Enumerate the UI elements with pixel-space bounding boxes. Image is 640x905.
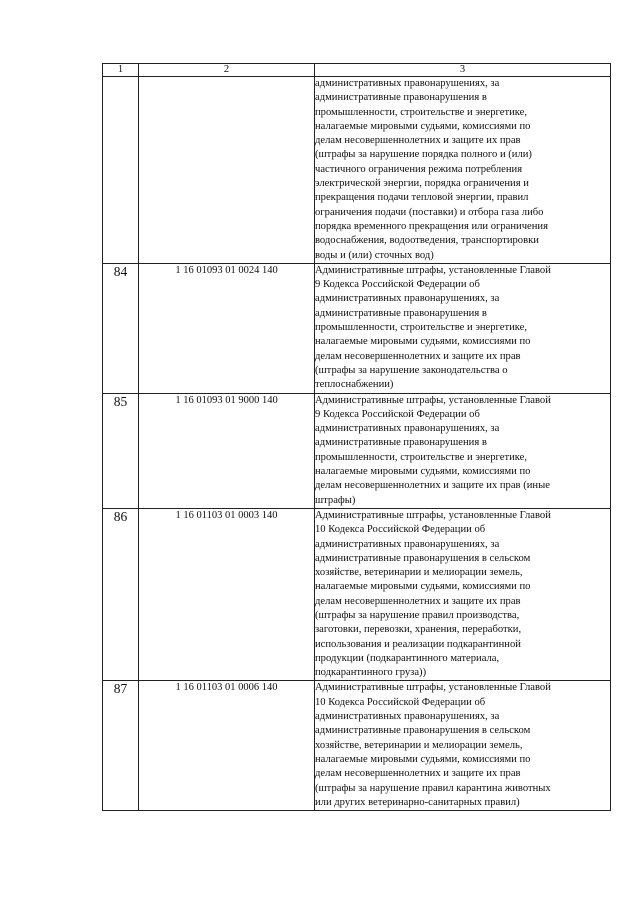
header-col-code: 2 <box>139 64 315 77</box>
table-header-row <box>103 64 611 77</box>
row-number <box>103 77 139 264</box>
row-description: административных правонарушениях, за административные правонарушения в промышленности, строительстве и энергетике, налагаемые мировыми судьями, комиссиями по делам несовершеннолетних и защите их прав (штрафы за нарушение порядка полного и (или) частичного ограничения режима потребления электрической энергии, порядка ограничения и прекращения подачи тепловой энергии, правил ограничения подачи (поставки) и отбора газа либо порядка временного прекращения или ограничения водоснабжения, водоотведения, транспортировки воды и (или) сточных вод) <box>315 77 611 264</box>
fines-table <box>102 63 611 811</box>
row-number: 85 <box>103 393 139 508</box>
row-code: 1 16 01093 01 0024 140 <box>139 263 315 393</box>
header-col-description: 3 <box>315 64 611 77</box>
table-row <box>103 508 611 681</box>
row-description: Административные штрафы, установленные Главой 9 Кодекса Российской Федерации об административных правонарушениях, за административные правонарушения в промышленности, строительстве и энергетике, налагаемые мировыми судьями, комиссиями по делам несовершеннолетних и защите их прав (иные штрафы) <box>315 393 611 508</box>
row-code <box>139 77 315 264</box>
table-row <box>103 77 611 264</box>
row-number: 84 <box>103 263 139 393</box>
table-row <box>103 681 611 811</box>
header-col-number: 1 <box>103 64 139 77</box>
table-row <box>103 263 611 393</box>
row-number: 87 <box>103 681 139 811</box>
row-code: 1 16 01103 01 0003 140 <box>139 508 315 681</box>
row-code: 1 16 01103 01 0006 140 <box>139 681 315 811</box>
row-number: 86 <box>103 508 139 681</box>
row-description: Административные штрафы, установленные Главой 10 Кодекса Российской Федерации об административных правонарушениях, за административные правонарушения в сельском хозяйстве, ветеринарии и мелиорации земель, налагаемые мировыми судьями, комиссиями по делам несовершеннолетних и защите их прав (штрафы за нарушение правил производства, заготовки, перевозки, хранения, переработки, использования и реализации подкарантинной продукции (подкарантинного материала, подкарантинного груза)) <box>315 508 611 681</box>
row-code: 1 16 01093 01 9000 140 <box>139 393 315 508</box>
table-row <box>103 393 611 508</box>
row-description: Административные штрафы, установленные Главой 10 Кодекса Российской Федерации об административных правонарушениях, за административные правонарушения в сельском хозяйстве, ветеринарии и мелиорации земель, налагаемые мировыми судьями, комиссиями по делам несовершеннолетних и защите их прав (штрафы за нарушение правил карантина животных или других ветеринарно-санитарных правил) <box>315 681 611 811</box>
row-description: Административные штрафы, установленные Главой 9 Кодекса Российской Федерации об административных правонарушениях, за административные правонарушения в промышленности, строительстве и энергетике, налагаемые мировыми судьями, комиссиями по делам несовершеннолетних и защите их прав (штрафы за нарушение законодательства о теплоснабжении) <box>315 263 611 393</box>
